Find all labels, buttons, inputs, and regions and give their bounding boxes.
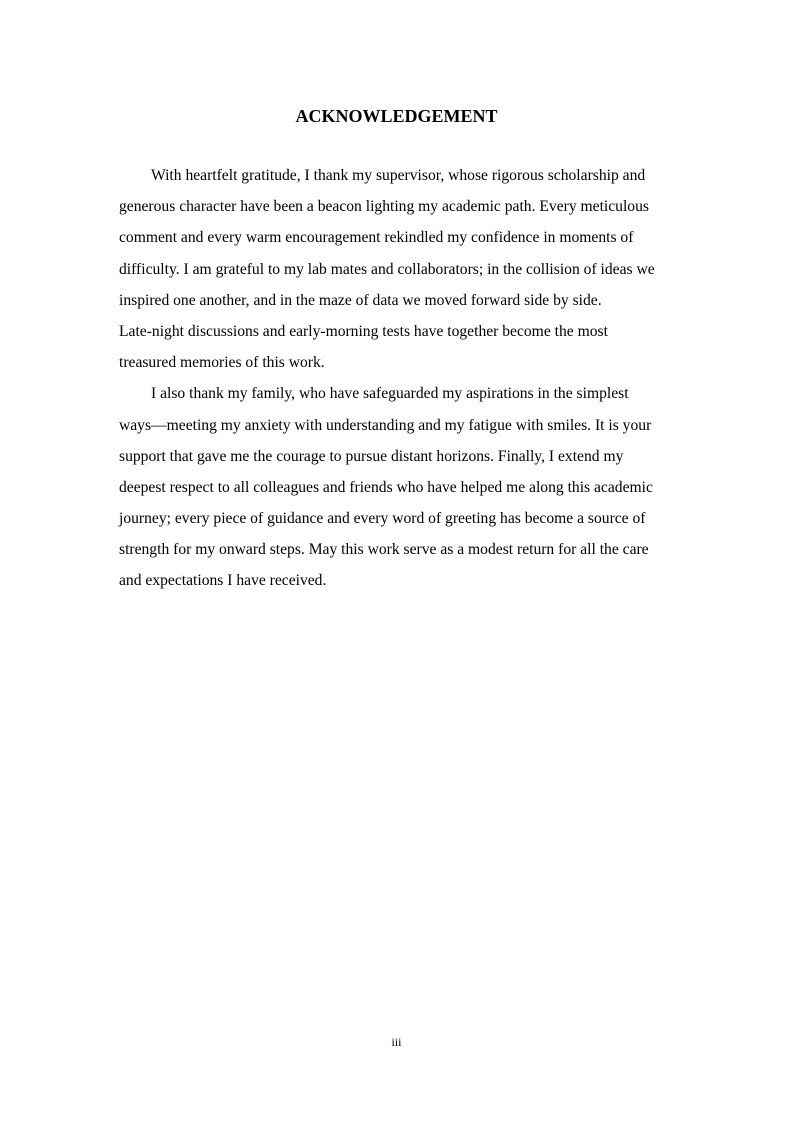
text-line: comment and every warm encouragement rekindled my confidence in moments of	[119, 229, 634, 247]
acknowledgement-body	[119, 160, 679, 597]
text-line: I also thank my family, who have safeguarded my aspirations in the simplest	[151, 385, 629, 403]
text-line: support that gave me the courage to pursue distant horizons. Finally, I extend my	[119, 447, 624, 465]
text-line: ways—meeting my anxiety with understanding and my fatigue with smiles. It is your	[119, 416, 652, 434]
text-line: inspired one another, and in the maze of data we moved forward side by side.	[119, 291, 602, 309]
page-number: iii	[391, 1035, 402, 1049]
text-line: journey; every piece of guidance and every word of greeting has become a source of	[119, 510, 646, 528]
page-title: ACKNOWLEDGEMENT	[295, 106, 498, 126]
text-line: and expectations I have received.	[119, 572, 327, 590]
text-line: With heartfelt gratitude, I thank my supervisor, whose rigorous scholarship and	[151, 167, 646, 184]
text-line: deepest respect to all colleagues and friends who have helped me along this academic	[119, 478, 653, 496]
text-line: generous character have been a beacon lighting my academic path. Every meticulous	[119, 198, 649, 216]
text-line: difficulty. I am grateful to my lab mates and collaborators; in the collision of ideas we	[119, 260, 655, 278]
text-line: strength for my onward steps. May this work serve as a modest return for all the care	[119, 541, 649, 559]
text-line: treasured memories of this work.	[119, 354, 325, 372]
text-line: Late-night discussions and early-morning tests have together become the most	[119, 322, 608, 340]
paragraph-2	[119, 378, 679, 596]
paragraph-1	[119, 160, 679, 378]
